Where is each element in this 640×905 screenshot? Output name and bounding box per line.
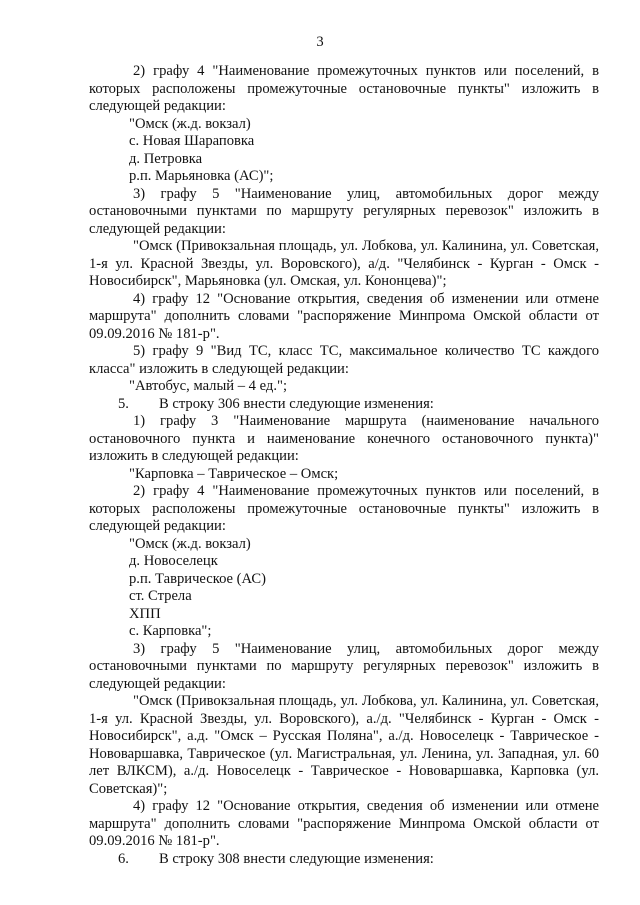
section-6 (89, 851, 599, 869)
stop-line: р.п. Марьяновка (АС)"; (129, 168, 274, 184)
item-graph-5: 3) графу 5 "Наименование улиц, автомобильных дорог между остановочными пунктами по маршруту регулярных перевозок" изложить в следующей редакции: (89, 640, 599, 692)
stop-line: ст. Стрела (129, 588, 192, 604)
stop-line: ХПП (129, 605, 161, 622)
page-number: 3 (316, 34, 324, 50)
item-graph-3: 1) графу 3 "Наименование маршрута (наименование начального остановочного пункта и наименование конечного остановочного пункта)" изложить в следующей редакции: (89, 413, 599, 464)
route-streets: "Омск (Привокзальная площадь, ул. Лобкова, ул. Калинина, ул. Советская, 1-я ул. Красной Звезды, ул. Воровского), а/д. "Челябинск - Курган - Омск - Новосибирск", Марьяновка (ул. Омская, ул. Кононцева)"; (89, 238, 599, 289)
stop-line: "Омск (ж.д. вокзал) (129, 115, 251, 132)
stop-line: д. Петровка (129, 150, 203, 167)
item-graph-12: 4) графу 12 "Основание открытия, сведения об изменении или отмене маршрута" дополнить словами "распоряжение Минпрома Омской области от 09.09.2016 № 181-р". (89, 290, 599, 342)
stop-line: д. Новоселецк (129, 553, 218, 569)
section-number: 5. (118, 395, 129, 412)
item-graph-4: 2) графу 4 "Наименование промежуточных пунктов или поселений, в которых расположены промежуточные остановочные пункты" изложить в следующей редакции: (89, 483, 599, 534)
stop-line: "Омск (ж.д. вокзал) (129, 535, 251, 552)
section-number: 6. (118, 850, 129, 867)
section-5 (89, 396, 599, 414)
item-graph-5: 3) графу 5 "Наименование улиц, автомобильных дорог между остановочными пунктами по маршруту регулярных перевозок" изложить в следующей редакции: (89, 185, 599, 237)
section-text: В строку 308 внести следующие изменения: (159, 850, 434, 867)
section-text: В строку 306 внести следующие изменения: (159, 395, 434, 412)
item-graph-12: 4) графу 12 "Основание открытия, сведения об изменении или отмене маршрута" дополнить словами "распоряжение Минпрома Омской области от 09.09.2016 № 181-р". (89, 798, 599, 849)
route-name: "Карповка – Таврическое – Омск; (129, 465, 339, 482)
route-streets: "Омск (Привокзальная площадь, ул. Лобкова, ул. Калинина, ул. Советская, 1-я ул. Красной Звезды, ул. Воровского), а./д. "Челябинск - Курган - Омск - Новосибирск", а.д. "Омск – Русская Поляна", а./д. Новоселецк - Таврическое - Нововаршавка, Таврическое (ул. Магистральная, ул. Ленина, ул. Западная, ул. 60 лет ВЛКСМ), а./д. Новоселецк - Таврическое - Нововаршавка, Карповка (ул. Советская)"; (89, 693, 599, 797)
stop-line: с. Новая Шараповка (129, 133, 255, 149)
vehicle-class: "Автобус, малый – 4 ед."; (129, 378, 287, 394)
stop-line: р.п. Таврическое (АС) (129, 570, 266, 587)
stop-line: с. Карповка"; (129, 623, 212, 639)
item-graph-4: 2) графу 4 "Наименование промежуточных пунктов или поселений, в которых расположены промежуточные остановочные пункты" изложить в следующей редакции: (89, 63, 599, 114)
item-graph-9: 5) графу 9 "Вид ТС, класс ТС, максимальное количество ТС каждого класса" изложить в следующей редакции: (89, 343, 599, 377)
document-body (89, 63, 599, 868)
